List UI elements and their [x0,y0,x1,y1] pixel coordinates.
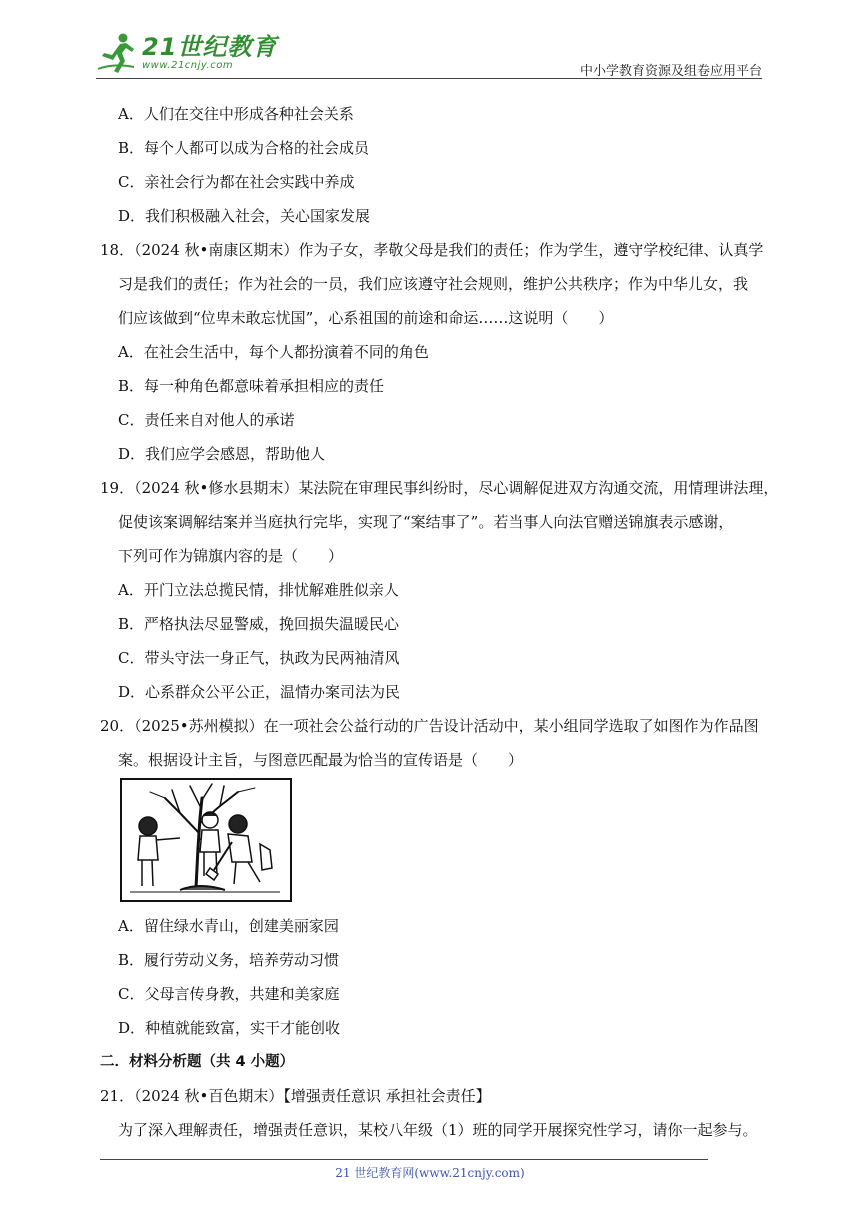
q21-stem-line-2: 为了深入理解责任，增强责任意识，某校八年级（1）班的同学开展探究性学习，请你一起参与。 [118,1121,758,1139]
q20-option-a: A．留住绿水青山，创建美丽家园 [118,917,339,935]
q18-stem-line-2: 习是我们的责任；作为社会的一员，我们应该遵守社会规则，维护公共秩序；作为中华儿女，我 [118,275,749,293]
q19-stem-line-1: 19．（2024 秋•修水县期末）某法院在审理民事纠纷时，尽心调解促进双方沟通交流，用情理讲法理， [100,479,779,497]
page-footer: 21 世纪教育网(www.21cnjy.com) [335,1166,525,1180]
q18-option-a: A．在社会生活中，每个人都扮演着不同的角色 [118,343,429,361]
logo-url: www.21cnjy.com [142,60,234,71]
q18-option-b: B．每一种角色都意味着承担相应的责任 [118,377,385,395]
runner-logo-icon [96,31,136,75]
q20-option-c: C．父母言传身教，共建和美家庭 [118,985,340,1003]
section-title: 二．材料分析题（共 4 小题） [100,1054,295,1070]
q20-stem-line-1: 20．（2025•苏州模拟）在一项社会公益行动的广告设计活动中，某小组同学选取了如图作为作品图 [100,717,759,735]
q17-option-a: A．人们在交往中形成各种社会关系 [118,105,354,123]
q21-stem-line-1: 21．（2024 秋•百色期末）【增强责任意识 承担社会责任】 [100,1087,491,1105]
page-header [96,30,762,78]
q18-option-d: D．我们应学会感恩，帮助他人 [118,445,326,463]
logo-title: 21世纪教育 [142,33,278,61]
q19-option-c: C．带头守法一身正气，执政为民两袖清风 [118,649,400,667]
q19-option-d: D．心系群众公平公正，温情办案司法为民 [118,683,401,701]
q18-option-c: C．责任来自对他人的承诺 [118,411,295,429]
q19-option-b: B．严格执法尽显警威，挽回损失温暖民心 [118,615,400,633]
q20-option-b: B．履行劳动义务，培养劳动习惯 [118,951,340,969]
platform-name: 中小学教育资源及组卷应用平台 [579,64,762,79]
q18-stem-line-3: 们应该做到“位卑未敢忘忧国”，心系祖国的前途和命运……这说明（ ） [118,309,614,327]
q17-option-c: C．亲社会行为都在社会实践中养成 [118,173,355,191]
q19-stem-line-2: 促使该案调解结案并当庭执行完毕，实现了“案结事了”。若当事人向法官赠送锦旗表示感谢， [118,513,734,531]
q17-option-b: B．每个人都可以成为合格的社会成员 [118,139,370,157]
q20-option-d: D．种植就能致富，实干才能创收 [118,1019,341,1037]
q17-option-d: D．我们积极融入社会，关心国家发展 [118,207,371,225]
tree-planting-illustration [120,778,292,902]
q19-stem-line-3: 下列可作为锦旗内容的是（ ） [118,547,344,565]
q20-stem-line-2: 案。根据设计主旨，与图意匹配最为恰当的宣传语是（ ） [118,751,524,769]
site-logo [96,30,277,76]
footer-divider [100,1159,708,1160]
q19-option-a: A．开门立法总揽民情，排忧解难胜似亲人 [118,581,399,599]
q18-stem-line-1: 18．（2024 秋•南康区期末）作为子女，孝敬父母是我们的责任；作为学生，遵守学校纪律、认真学 [100,241,764,259]
header-divider [96,78,762,79]
